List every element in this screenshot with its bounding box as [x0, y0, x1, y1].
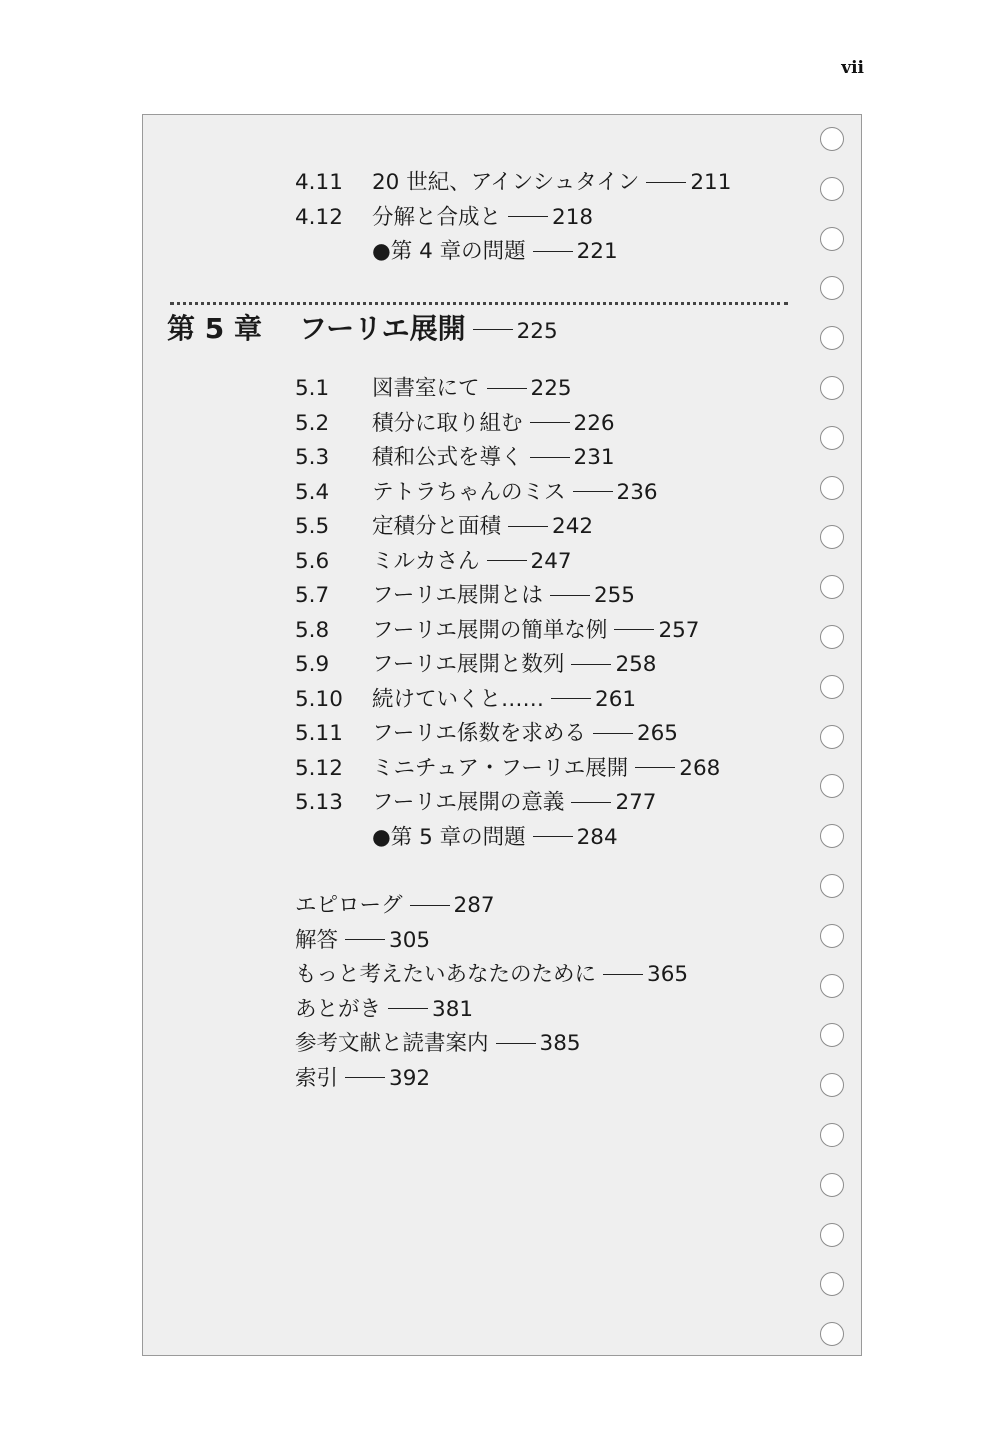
page-number: vii	[841, 58, 864, 78]
binder-hole	[820, 974, 844, 998]
entry-page: 381	[432, 996, 474, 1022]
entry-title: ●第 4 章の問題	[372, 239, 526, 264]
section-number: 5.6	[295, 548, 330, 574]
dash-leader	[487, 560, 527, 561]
entry-page: 226	[573, 410, 615, 436]
dash-leader	[533, 251, 573, 252]
entry-page: 231	[573, 445, 615, 470]
binder-hole	[820, 625, 844, 649]
section-number: 4.11	[295, 170, 343, 195]
binder-hole	[820, 1123, 844, 1147]
binder-hole	[820, 1322, 844, 1346]
binder-hole	[820, 675, 844, 699]
entry-page: 247	[530, 548, 572, 574]
binder-hole	[820, 575, 844, 599]
entry-title: 索引	[295, 1065, 339, 1091]
binder-hole	[820, 725, 844, 749]
section-number: 5.5	[295, 514, 330, 539]
section-number: 5.13	[295, 790, 343, 815]
chapter-page: 225	[516, 319, 558, 344]
section-number: 5.9	[295, 652, 330, 677]
section-number: 5.11	[295, 721, 343, 746]
entry-title: 積分に取り組む	[372, 410, 523, 436]
binder-hole	[820, 127, 844, 151]
entry-title: フーリエ展開の簡単な例	[372, 617, 608, 643]
dash-leader	[410, 905, 450, 906]
entry-page: 211	[690, 170, 732, 195]
entry-page: 218	[552, 204, 594, 230]
binder-hole	[820, 476, 844, 500]
binder-hole	[820, 426, 844, 450]
dash-leader	[345, 939, 385, 940]
dash-leader	[551, 698, 591, 699]
entry-title: フーリエ展開と数列	[372, 652, 565, 677]
entry-title: フーリエ係数を求める	[372, 721, 586, 746]
dash-leader	[550, 595, 590, 596]
entry-page: 365	[647, 962, 689, 987]
dash-leader	[593, 733, 633, 734]
dash-leader	[533, 836, 573, 837]
entry-page: 242	[552, 514, 594, 539]
binder-hole	[820, 1023, 844, 1047]
binder-hole	[820, 874, 844, 898]
entry-title: 分解と合成と	[372, 204, 502, 230]
entry-title: 参考文献と読書案内	[295, 1031, 489, 1056]
entry-title: ミニチュア・フーリエ展開	[372, 755, 629, 781]
entry-page: 221	[576, 239, 618, 264]
entry-title: 20 世紀、アインシュタイン	[372, 170, 640, 195]
entry-page: 258	[615, 652, 657, 677]
entry-title: 解答	[295, 927, 339, 953]
chapter-label: 第 5 章	[167, 312, 262, 345]
binder-hole	[820, 326, 844, 350]
dash-leader	[508, 526, 548, 527]
entry-title: テトラちゃんのミス	[372, 479, 566, 505]
section-number: 5.7	[295, 583, 330, 608]
entry-page: 305	[389, 927, 431, 953]
binder-hole	[820, 525, 844, 549]
binder-holes	[820, 127, 848, 1347]
entry-page: 236	[616, 479, 658, 505]
binder-hole	[820, 227, 844, 251]
section-number: 5.1	[295, 376, 330, 401]
entry-title: ●第 5 章の問題	[372, 824, 526, 850]
binder-hole	[820, 1073, 844, 1097]
dash-leader	[571, 664, 611, 665]
binder-hole	[820, 1272, 844, 1296]
binder-hole	[820, 376, 844, 400]
entry-page: 284	[576, 824, 618, 850]
binder-hole	[820, 824, 844, 848]
dash-leader	[508, 216, 548, 217]
entry-title: もっと考えたいあなたのために	[295, 962, 597, 987]
dash-leader	[487, 388, 527, 389]
dash-leader	[473, 329, 513, 330]
section-number: 4.12	[295, 204, 343, 230]
entry-title: フーリエ展開の意義	[372, 790, 565, 815]
dash-leader	[635, 767, 675, 768]
entry-title: エピローグ	[295, 893, 403, 918]
entry-title: 続けていくと……	[372, 686, 545, 712]
section-number: 5.8	[295, 617, 330, 643]
entry-page: 265	[636, 721, 678, 746]
entry-page: 261	[595, 686, 637, 712]
binder-hole	[820, 177, 844, 201]
entry-title: 定積分と面積	[372, 514, 502, 539]
entry-page: 385	[539, 1031, 581, 1056]
section-number: 5.4	[295, 479, 330, 505]
binder-hole	[820, 924, 844, 948]
dash-leader	[530, 457, 570, 458]
binder-hole	[820, 276, 844, 300]
dash-leader	[603, 974, 643, 975]
section-number: 5.10	[295, 686, 343, 712]
binder-hole	[820, 1173, 844, 1197]
toc-card	[142, 114, 862, 1356]
dash-leader	[496, 1043, 536, 1044]
dash-leader	[646, 182, 686, 183]
entry-title: あとがき	[295, 996, 382, 1022]
chapter-title: フーリエ展開	[299, 312, 466, 345]
binder-hole	[820, 1223, 844, 1247]
entry-page: 277	[615, 790, 657, 815]
entry-title: フーリエ展開とは	[372, 583, 543, 608]
section-number: 5.3	[295, 445, 330, 470]
dash-leader	[388, 1008, 428, 1009]
entry-page: 268	[679, 755, 721, 781]
entry-title: ミルカさん	[372, 548, 480, 574]
dash-leader	[614, 629, 654, 630]
entry-page: 255	[593, 583, 635, 608]
dash-leader	[573, 491, 613, 492]
binder-hole	[820, 774, 844, 798]
dash-leader	[530, 422, 570, 423]
chapter-divider	[170, 302, 788, 305]
entry-page: 257	[658, 617, 700, 643]
section-number: 5.2	[295, 410, 330, 436]
entry-page: 287	[453, 893, 495, 918]
entry-page: 225	[530, 376, 572, 401]
entry-page: 392	[389, 1065, 431, 1091]
entry-title: 図書室にて	[372, 376, 480, 401]
section-number: 5.12	[295, 755, 343, 781]
entry-title: 積和公式を導く	[372, 445, 523, 470]
dash-leader	[571, 802, 611, 803]
dash-leader	[345, 1077, 385, 1078]
